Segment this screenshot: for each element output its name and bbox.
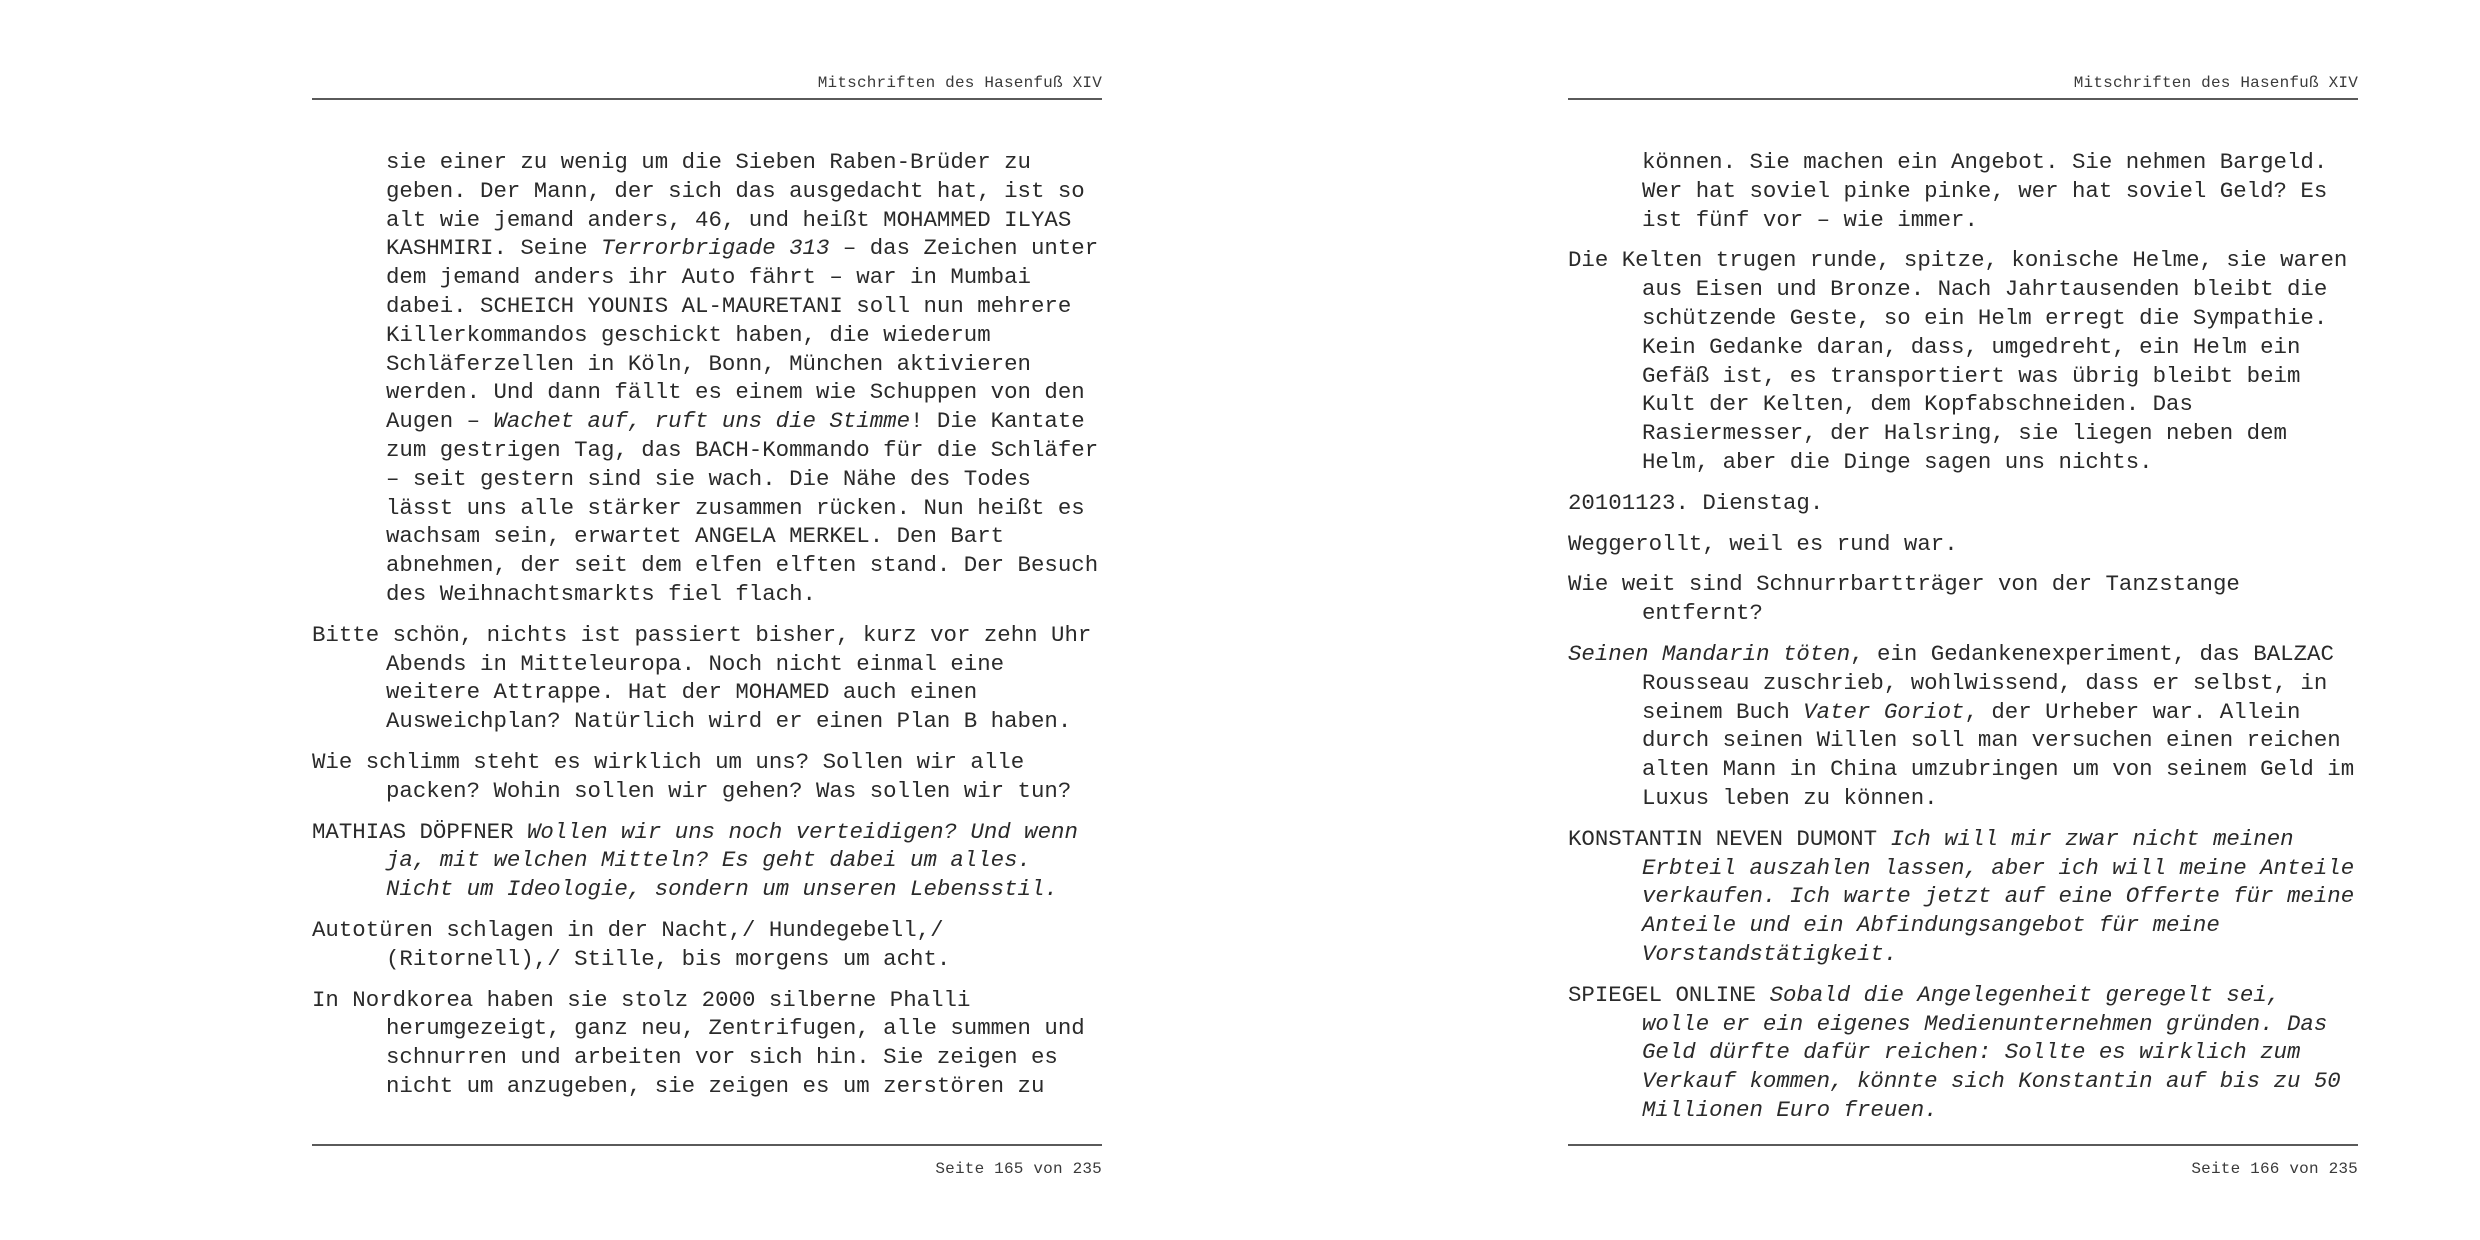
quote-italic: Ich will mir zwar nicht meinen Erbteil auszahlen lassen, aber ich will meine Anteile verkaufen. Ich warte jetzt auf eine Offerte für meine Anteile und ein Abfindungsangebot für meine Vorstandstätigkeit. <box>1642 825 2368 967</box>
paragraph <box>312 148 1112 609</box>
text-span: können. Sie machen ein Angebot. Sie nehmen Bargeld. Wer hat soviel pinke pinke, wer hat soviel Geld? Es ist fünf vor – wie immer. <box>1642 149 2341 233</box>
paragraph <box>1568 825 2368 969</box>
header-rule <box>312 98 1102 100</box>
footer-rule <box>312 1144 1102 1146</box>
source-name: SPIEGEL ONLINE <box>1568 981 1770 1008</box>
text-span: – das Zeichen unter dem jemand anders ihr Auto fährt – war in Mumbai dabei. SCHEICH YOUNIS AL-MAURETANI soll nun mehrere Killerkommandos geschickt haben, die wiederum Schläferzellen in Köln, Bonn, München aktivieren werden. Und dann fällt es einem wie Schuppen von den Augen – <box>386 235 1112 435</box>
italic-span: Wachet auf, ruft uns die Stimme <box>493 408 911 435</box>
text-span: Die Kelten trugen runde, spitze, konische Helme, sie waren aus Eisen und Bronze. Nach Jahrtausenden bleibt die schützende Geste, so ein Helm erregt die Sympathie. Kein Gedanke daran, dass, umgedreht, ein Helm ein Gefäß ist, es transportiert was übrig bleibt beim Kult der Kelten, dem Kopfabschneiden. Das Rasiermesser, der Halsring, sie liegen neben dem Helm, aber die Dinge sagen uns nichts. <box>1568 247 2361 475</box>
paragraph <box>1568 640 2368 813</box>
quote-italic: Sobald die Angelegenheit geregelt sei, wolle er ein eigenes Medienunternehmen gründen. Das Geld dürfte dafür reichen: Sollte es wirklich zum Verkauf kommen, könnte sich Konstantin auf bis zu 50 Millionen Euro freuen. <box>1642 981 2355 1123</box>
body-text <box>312 148 1112 1113</box>
paragraph <box>312 621 1105 736</box>
text-span: Autotüren schlagen in der Nacht,/ Hundegebell,/ (Ritornell),/ Stille, bis morgens um acht. <box>312 916 957 972</box>
text-span: Wie weit sind Schnurrbartträger von der Tanzstange entfernt? <box>1568 571 2254 627</box>
diary-date: 20101123. Dienstag. <box>1568 489 1824 516</box>
running-head: Mitschriften des Hasenfuß XIV <box>817 74 1102 92</box>
paragraph <box>1568 570 2358 628</box>
paragraph <box>312 748 1102 806</box>
italic-span: Seinen Mandarin töten <box>1568 640 1851 667</box>
text-span: Weggerollt, weil es rund war. <box>1568 530 1958 557</box>
text-span: , der Urheber war. Allein durch seinen Willen soll man versuchen einen reichen alten Mann in China umzubringen um von seinem Geld im Luxus leben zu können. <box>1642 698 2368 811</box>
paragraph <box>1568 530 2358 559</box>
body-text <box>1568 148 2368 1137</box>
text-span: In Nordkorea haben sie stolz 2000 silberne Phalli herumgezeigt, ganz neu, Zentrifugen, alle summen und schnurren und arbeiten vor sich hin. Sie zeigen es nicht um anzugeben, sie zeigen es um zerstören zu <box>312 986 1099 1099</box>
page-right <box>1568 0 2368 1240</box>
running-head: Mitschriften des Hasenfuß XIV <box>2073 74 2358 92</box>
text-span: Bitte schön, nichts ist passiert bisher, kurz vor zehn Uhr Abends in Mitteleuropa. Noch nicht einmal eine weitere Attrappe. Hat der MOHAMED auch einen Ausweichplan? Natürlich wird er einen Plan B haben. <box>312 621 1105 735</box>
italic-span: Terrorbrigade 313 <box>601 235 830 262</box>
page-left <box>312 0 1112 1240</box>
paragraph <box>1568 246 2361 476</box>
paragraph <box>1568 981 2358 1125</box>
page-number: Seite 166 von 235 <box>2191 1160 2358 1178</box>
speaker-name: KONSTANTIN NEVEN DUMONT <box>1568 825 1891 852</box>
italic-span: Vater Goriot <box>1803 698 1965 725</box>
speaker-name: MATHIAS DÖPFNER <box>312 818 527 845</box>
paragraph <box>312 818 1102 904</box>
footer-rule <box>1568 1144 2358 1146</box>
page-number: Seite 165 von 235 <box>935 1160 1102 1178</box>
text-span: , ein Gedankenexperiment, das BALZAC Rousseau zuschrieb, wohlwissend, dass er selbst, in seinem Buch <box>1642 640 2348 725</box>
paragraph <box>1568 148 2358 234</box>
paragraph <box>1568 489 2358 518</box>
text-span: ! Die Kantate zum gestrigen Tag, das BACH-Kommando für die Schläfer – seit gestern sind sie wach. Die Nähe des Todes lässt uns alle stärker zusammen rücken. Nun heißt es wachsam sein, erwartet ANGELA MERKEL. Den Bart abnehmen, der seit dem elfen elften stand. Der Besuch des Weihnachtsmarkts fiel flach. <box>386 408 1112 607</box>
paragraph <box>312 916 1102 974</box>
quote-italic: Wollen wir uns noch verteidigen? Und wenn ja, mit welchen Mitteln? Es geht dabei um alles. Nicht um Ideologie, sondern um unseren Lebensstil. <box>386 818 1092 903</box>
text-span: Wie schlimm steht es wirklich um uns? Sollen wir alle packen? Wohin sollen wir gehen? Was sollen wir tun? <box>312 748 1072 804</box>
header-rule <box>1568 98 2358 100</box>
text-span: sie einer zu wenig um die Sieben Raben-Brüder zu geben. Der Mann, der sich das ausgedacht hat, ist so alt wie jemand anders, 46, und heißt MOHAMMED ILYAS KASHMIRI. Seine <box>386 149 1099 262</box>
paragraph <box>312 986 1102 1101</box>
